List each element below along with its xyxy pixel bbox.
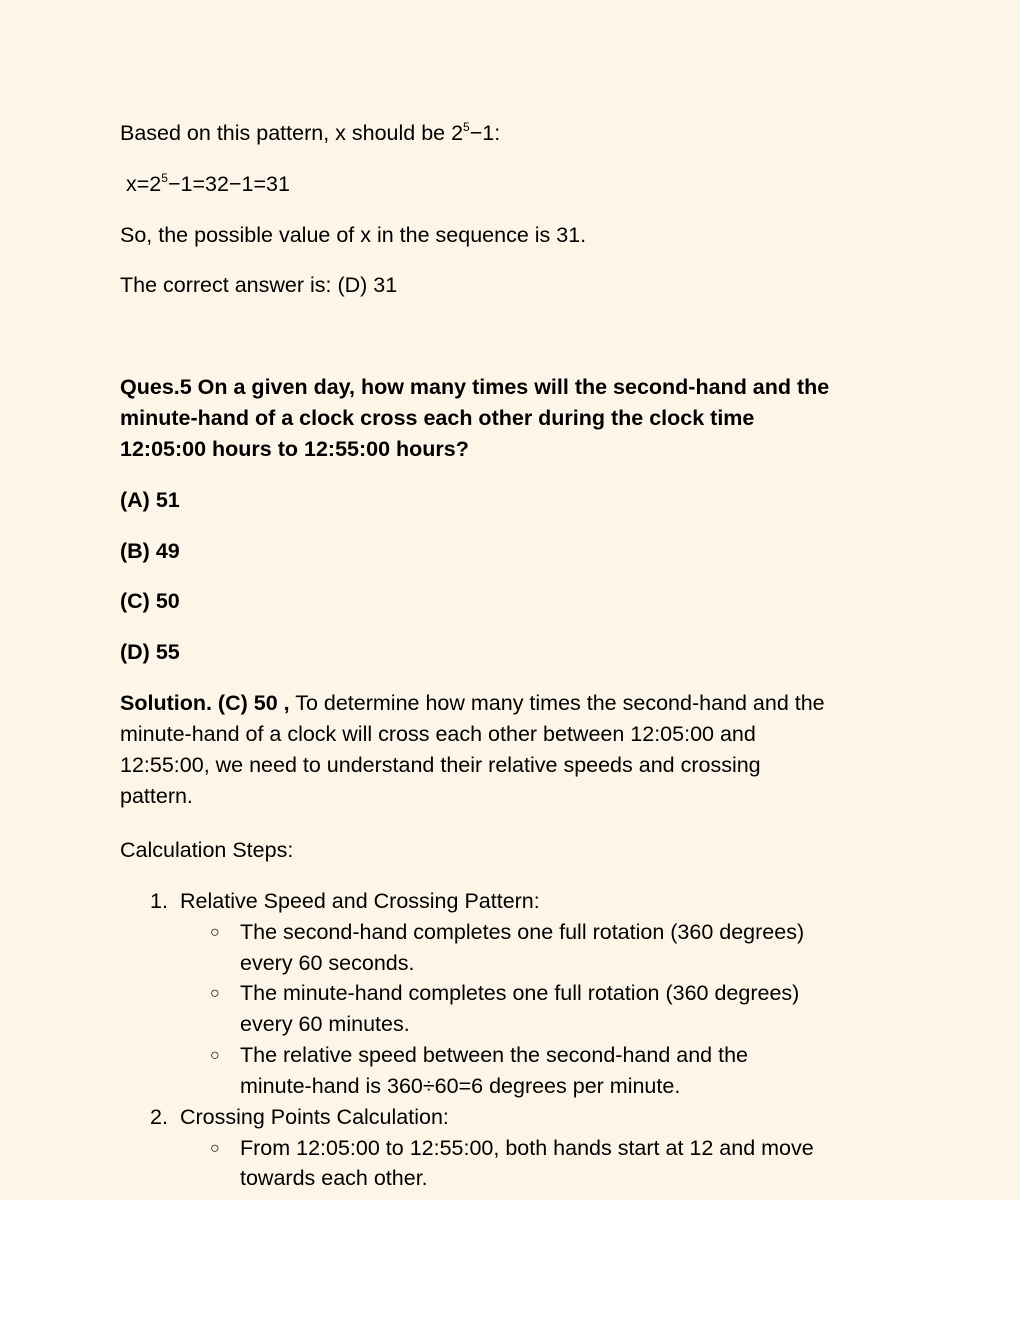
bullet-icon: ○: [210, 985, 220, 1002]
solution-intro: Solution. (C) 50 , To determine how many times the second-hand and the: [120, 691, 825, 715]
solution-line: 12:55:00, we need to understand their relative speeds and crossing: [120, 753, 761, 777]
bullet-text: minute-hand is 360÷60=6 degrees per minute.: [240, 1074, 681, 1098]
step-title: Crossing Points Calculation:: [180, 1105, 449, 1129]
bullet-text: The minute-hand completes one full rotation (360 degrees): [240, 981, 800, 1005]
option-d: (D) 55: [120, 640, 180, 664]
bullet-icon: ○: [210, 1140, 220, 1157]
step-number: 1.: [150, 889, 168, 913]
solution-label: Solution. (C) 50 ,: [120, 691, 290, 715]
bullet-text: The relative speed between the second-hand and the: [240, 1043, 749, 1067]
question-line: Ques.5 On a given day, how many times will the second-hand and the: [120, 375, 830, 399]
option-c: (C) 50: [120, 589, 180, 613]
step-number: 2.: [150, 1105, 168, 1129]
solution-line: pattern.: [120, 784, 193, 808]
pattern-statement: Based on this pattern, x should be $2^5-1$:: [120, 120, 501, 145]
bullet-icon: ○: [210, 1047, 220, 1064]
solution-line: minute-hand of a clock will cross each other between 12:05:00 and: [120, 722, 756, 746]
bullet-text: towards each other.: [240, 1166, 428, 1190]
conclusion-text: So, the possible value of x in the sequence is 31.: [120, 223, 587, 247]
step-title: Relative Speed and Crossing Pattern:: [180, 889, 540, 913]
question-line: 12:05:00 hours to 12:55:00 hours?: [120, 437, 469, 461]
bullet-text: From 12:05:00 to 12:55:00, both hands start at 12 and move: [240, 1136, 814, 1160]
bullet-text: The second-hand completes one full rotation (360 degrees): [240, 920, 805, 944]
option-a: (A) 51: [120, 488, 180, 512]
bullet-icon: ○: [210, 924, 220, 941]
bullet-text: every 60 minutes.: [240, 1012, 410, 1036]
pattern-calculation: $x=2^5-1=32-1=31$: [126, 171, 290, 196]
steps-heading: Calculation Steps:: [120, 838, 294, 862]
bullet-text: every 60 seconds.: [240, 951, 415, 975]
option-b: (B) 49: [120, 539, 180, 563]
question-line: minute-hand of a clock cross each other during the clock time: [120, 406, 755, 430]
correct-answer-text: The correct answer is: (D) 31: [120, 273, 398, 297]
